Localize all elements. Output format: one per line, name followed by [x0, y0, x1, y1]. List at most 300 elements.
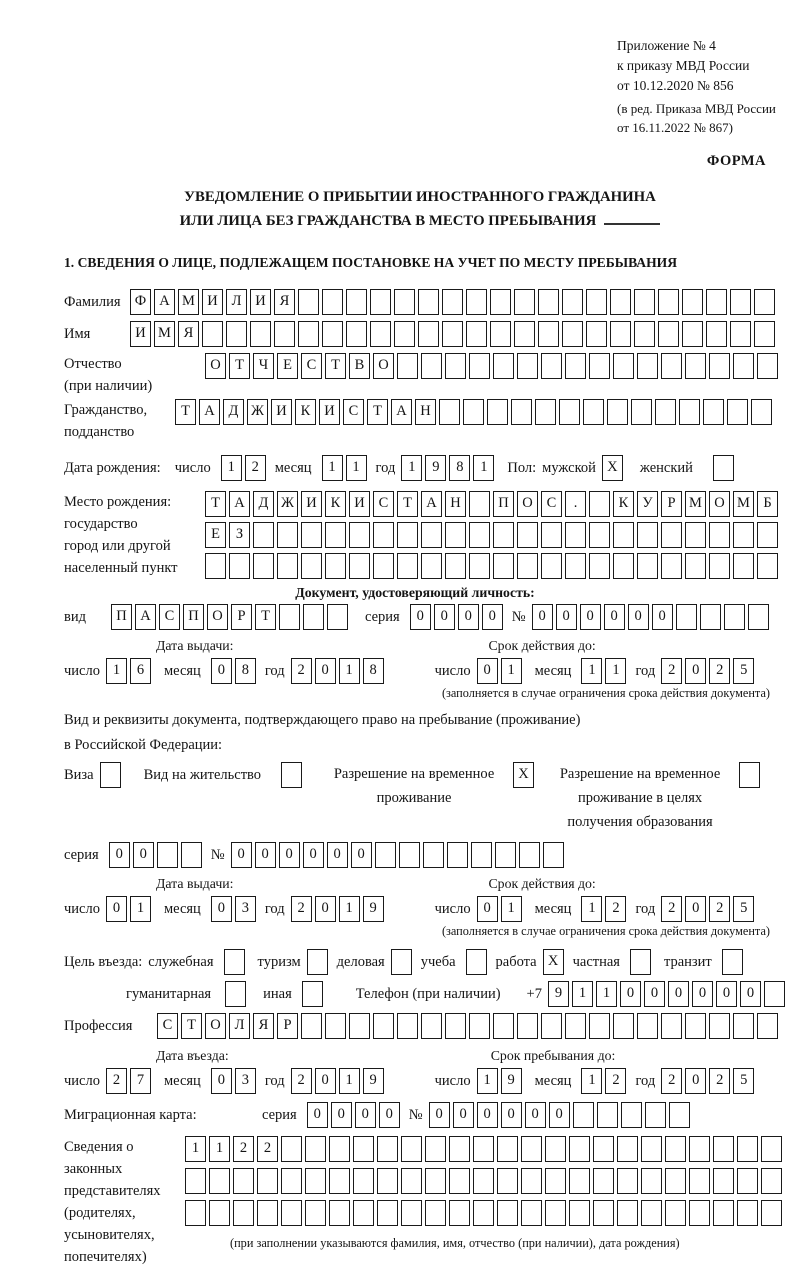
char-cell[interactable]: [425, 1136, 446, 1162]
char-cell[interactable]: 0: [477, 1102, 498, 1128]
char-cell[interactable]: 1: [339, 896, 360, 922]
char-cell[interactable]: Т: [367, 399, 388, 425]
char-cell[interactable]: [519, 842, 540, 868]
char-cell[interactable]: [185, 1168, 206, 1194]
char-cell[interactable]: 0: [685, 658, 706, 684]
char-cell[interactable]: [301, 522, 322, 548]
char-cell[interactable]: [593, 1200, 614, 1226]
char-cell[interactable]: 0: [477, 658, 498, 684]
char-cell[interactable]: [565, 1013, 586, 1039]
char-cell[interactable]: 1: [501, 658, 522, 684]
char-cell[interactable]: 1: [473, 455, 494, 481]
char-cell[interactable]: 0: [379, 1102, 400, 1128]
char-cell[interactable]: [277, 522, 298, 548]
char-cell[interactable]: К: [613, 491, 634, 517]
char-cell[interactable]: [463, 399, 484, 425]
char-cell[interactable]: С: [343, 399, 364, 425]
char-cell[interactable]: 1: [581, 896, 602, 922]
char-cell[interactable]: [303, 604, 324, 630]
char-cell[interactable]: 0: [668, 981, 689, 1007]
char-cell[interactable]: 0: [501, 1102, 522, 1128]
char-cell[interactable]: [473, 1136, 494, 1162]
char-cell[interactable]: [421, 553, 442, 579]
char-cell[interactable]: [661, 522, 682, 548]
purpose-tourism-checkbox[interactable]: [307, 949, 331, 975]
male-checkbox[interactable]: [602, 455, 626, 481]
char-cell[interactable]: [565, 553, 586, 579]
char-cell[interactable]: [514, 289, 535, 315]
char-cell[interactable]: 2: [291, 896, 312, 922]
char-cell[interactable]: [645, 1102, 666, 1128]
char-cell[interactable]: [473, 1200, 494, 1226]
char-cell[interactable]: 1: [346, 455, 367, 481]
char-cell[interactable]: 1: [130, 896, 151, 922]
char-cell[interactable]: [497, 1136, 518, 1162]
char-cell[interactable]: 1: [501, 896, 522, 922]
char-cell[interactable]: 0: [331, 1102, 352, 1128]
char-cell[interactable]: [764, 981, 785, 1007]
char-cell[interactable]: 0: [315, 1068, 336, 1094]
char-cell[interactable]: [418, 289, 439, 315]
char-cell[interactable]: [375, 842, 396, 868]
char-cell[interactable]: [724, 604, 745, 630]
char-cell[interactable]: 0: [231, 842, 252, 868]
purpose-humanitarian-checkbox[interactable]: [225, 981, 249, 1007]
char-cell[interactable]: [682, 321, 703, 347]
char-cell[interactable]: [637, 553, 658, 579]
char-cell[interactable]: [449, 1136, 470, 1162]
char-cell[interactable]: [279, 604, 300, 630]
char-cell[interactable]: [469, 553, 490, 579]
char-cell[interactable]: [421, 1013, 442, 1039]
char-cell[interactable]: [517, 353, 538, 379]
char-cell[interactable]: Т: [255, 604, 276, 630]
char-cell[interactable]: О: [709, 491, 730, 517]
char-cell[interactable]: [307, 949, 328, 975]
char-cell[interactable]: 5: [733, 1068, 754, 1094]
char-cell[interactable]: 2: [291, 1068, 312, 1094]
char-cell[interactable]: [423, 842, 444, 868]
char-cell[interactable]: [583, 399, 604, 425]
char-cell[interactable]: [401, 1136, 422, 1162]
char-cell[interactable]: О: [517, 491, 538, 517]
char-cell[interactable]: [685, 522, 706, 548]
char-cell[interactable]: [353, 1136, 374, 1162]
char-cell[interactable]: [497, 1200, 518, 1226]
char-cell[interactable]: [353, 1168, 374, 1194]
char-cell[interactable]: [202, 321, 223, 347]
char-cell[interactable]: [641, 1200, 662, 1226]
char-cell[interactable]: [737, 1200, 758, 1226]
char-cell[interactable]: [301, 553, 322, 579]
char-cell[interactable]: 2: [661, 658, 682, 684]
char-cell[interactable]: 9: [548, 981, 569, 1007]
char-cell[interactable]: Р: [231, 604, 252, 630]
char-cell[interactable]: Ж: [277, 491, 298, 517]
char-cell[interactable]: [661, 1013, 682, 1039]
char-cell[interactable]: [418, 321, 439, 347]
char-cell[interactable]: [589, 522, 610, 548]
char-cell[interactable]: [586, 289, 607, 315]
char-cell[interactable]: [562, 289, 583, 315]
char-cell[interactable]: 0: [532, 604, 553, 630]
char-cell[interactable]: [447, 842, 468, 868]
char-cell[interactable]: [713, 1200, 734, 1226]
temp-residence-checkbox[interactable]: [513, 762, 537, 788]
char-cell[interactable]: [757, 1013, 778, 1039]
char-cell[interactable]: 0: [307, 1102, 328, 1128]
purpose-study-checkbox[interactable]: [466, 949, 490, 975]
char-cell[interactable]: О: [205, 1013, 226, 1039]
char-cell[interactable]: 7: [130, 1068, 151, 1094]
char-cell[interactable]: 0: [692, 981, 713, 1007]
char-cell[interactable]: [471, 842, 492, 868]
char-cell[interactable]: [689, 1136, 710, 1162]
char-cell[interactable]: [709, 1013, 730, 1039]
char-cell[interactable]: [449, 1168, 470, 1194]
char-cell[interactable]: 1: [221, 455, 242, 481]
char-cell[interactable]: 1: [605, 658, 626, 684]
char-cell[interactable]: [733, 353, 754, 379]
char-cell[interactable]: [439, 399, 460, 425]
char-cell[interactable]: 0: [355, 1102, 376, 1128]
char-cell[interactable]: Н: [415, 399, 436, 425]
char-cell[interactable]: [541, 522, 562, 548]
char-cell[interactable]: Ж: [247, 399, 268, 425]
char-cell[interactable]: [421, 353, 442, 379]
char-cell[interactable]: И: [349, 491, 370, 517]
char-cell[interactable]: И: [130, 321, 151, 347]
char-cell[interactable]: [322, 289, 343, 315]
char-cell[interactable]: [593, 1168, 614, 1194]
char-cell[interactable]: 0: [628, 604, 649, 630]
char-cell[interactable]: [689, 1168, 710, 1194]
char-cell[interactable]: [301, 1013, 322, 1039]
char-cell[interactable]: [397, 1013, 418, 1039]
char-cell[interactable]: [298, 289, 319, 315]
char-cell[interactable]: [565, 522, 586, 548]
char-cell[interactable]: 1: [209, 1136, 230, 1162]
char-cell[interactable]: 5: [733, 896, 754, 922]
char-cell[interactable]: 0: [133, 842, 154, 868]
char-cell[interactable]: И: [319, 399, 340, 425]
char-cell[interactable]: [613, 353, 634, 379]
char-cell[interactable]: [706, 289, 727, 315]
char-cell[interactable]: 1: [572, 981, 593, 1007]
char-cell[interactable]: З: [229, 522, 250, 548]
char-cell[interactable]: Т: [229, 353, 250, 379]
char-cell[interactable]: [545, 1168, 566, 1194]
char-cell[interactable]: [754, 321, 775, 347]
char-cell[interactable]: [757, 353, 778, 379]
char-cell[interactable]: [641, 1168, 662, 1194]
char-cell[interactable]: [730, 289, 751, 315]
char-cell[interactable]: [661, 353, 682, 379]
char-cell[interactable]: М: [733, 491, 754, 517]
char-cell[interactable]: [401, 1168, 422, 1194]
char-cell[interactable]: [495, 842, 516, 868]
char-cell[interactable]: [281, 1136, 302, 1162]
char-cell[interactable]: [349, 522, 370, 548]
char-cell[interactable]: 9: [363, 1068, 384, 1094]
char-cell[interactable]: [209, 1200, 230, 1226]
char-cell[interactable]: [100, 762, 121, 788]
char-cell[interactable]: [565, 353, 586, 379]
char-cell[interactable]: [394, 289, 415, 315]
char-cell[interactable]: 0: [580, 604, 601, 630]
char-cell[interactable]: 0: [453, 1102, 474, 1128]
char-cell[interactable]: [469, 1013, 490, 1039]
char-cell[interactable]: [469, 491, 490, 517]
char-cell[interactable]: 0: [556, 604, 577, 630]
char-cell[interactable]: [473, 1168, 494, 1194]
char-cell[interactable]: [521, 1136, 542, 1162]
char-cell[interactable]: [655, 399, 676, 425]
char-cell[interactable]: 5: [733, 658, 754, 684]
char-cell[interactable]: Б: [757, 491, 778, 517]
char-cell[interactable]: 2: [661, 896, 682, 922]
char-cell[interactable]: [517, 522, 538, 548]
char-cell[interactable]: 8: [235, 658, 256, 684]
char-cell[interactable]: 1: [596, 981, 617, 1007]
char-cell[interactable]: [658, 289, 679, 315]
char-cell[interactable]: [322, 321, 343, 347]
char-cell[interactable]: [700, 604, 721, 630]
char-cell[interactable]: 0: [685, 1068, 706, 1094]
char-cell[interactable]: [394, 321, 415, 347]
char-cell[interactable]: X: [543, 949, 564, 975]
char-cell[interactable]: 0: [429, 1102, 450, 1128]
char-cell[interactable]: [449, 1200, 470, 1226]
purpose-transit-checkbox[interactable]: [722, 949, 746, 975]
char-cell[interactable]: [569, 1168, 590, 1194]
char-cell[interactable]: 0: [740, 981, 761, 1007]
char-cell[interactable]: [511, 399, 532, 425]
char-cell[interactable]: [377, 1136, 398, 1162]
char-cell[interactable]: 9: [501, 1068, 522, 1094]
char-cell[interactable]: [250, 321, 271, 347]
char-cell[interactable]: Н: [445, 491, 466, 517]
char-cell[interactable]: И: [250, 289, 271, 315]
char-cell[interactable]: 1: [581, 658, 602, 684]
char-cell[interactable]: П: [183, 604, 204, 630]
char-cell[interactable]: 0: [315, 896, 336, 922]
char-cell[interactable]: [493, 353, 514, 379]
char-cell[interactable]: [521, 1168, 542, 1194]
char-cell[interactable]: [442, 289, 463, 315]
char-cell[interactable]: [613, 522, 634, 548]
char-cell[interactable]: [730, 321, 751, 347]
char-cell[interactable]: [253, 553, 274, 579]
char-cell[interactable]: 1: [339, 1068, 360, 1094]
char-cell[interactable]: 2: [257, 1136, 278, 1162]
char-cell[interactable]: [733, 522, 754, 548]
char-cell[interactable]: [466, 289, 487, 315]
char-cell[interactable]: 2: [106, 1068, 127, 1094]
char-cell[interactable]: [487, 399, 508, 425]
char-cell[interactable]: С: [157, 1013, 178, 1039]
char-cell[interactable]: [682, 289, 703, 315]
char-cell[interactable]: [617, 1200, 638, 1226]
char-cell[interactable]: 2: [709, 896, 730, 922]
char-cell[interactable]: С: [301, 353, 322, 379]
char-cell[interactable]: [353, 1200, 374, 1226]
char-cell[interactable]: К: [325, 491, 346, 517]
char-cell[interactable]: [733, 553, 754, 579]
char-cell[interactable]: [397, 522, 418, 548]
char-cell[interactable]: [298, 321, 319, 347]
char-cell[interactable]: [589, 353, 610, 379]
char-cell[interactable]: А: [154, 289, 175, 315]
char-cell[interactable]: [748, 604, 769, 630]
char-cell[interactable]: М: [178, 289, 199, 315]
char-cell[interactable]: 0: [303, 842, 324, 868]
char-cell[interactable]: У: [637, 491, 658, 517]
char-cell[interactable]: 2: [605, 896, 626, 922]
char-cell[interactable]: 9: [425, 455, 446, 481]
char-cell[interactable]: [607, 399, 628, 425]
char-cell[interactable]: 1: [339, 658, 360, 684]
char-cell[interactable]: [630, 949, 651, 975]
char-cell[interactable]: 0: [685, 896, 706, 922]
char-cell[interactable]: Т: [175, 399, 196, 425]
char-cell[interactable]: [761, 1200, 782, 1226]
char-cell[interactable]: [257, 1200, 278, 1226]
char-cell[interactable]: [722, 949, 743, 975]
char-cell[interactable]: Л: [226, 289, 247, 315]
char-cell[interactable]: [517, 1013, 538, 1039]
char-cell[interactable]: 0: [211, 896, 232, 922]
char-cell[interactable]: [761, 1168, 782, 1194]
char-cell[interactable]: 3: [235, 896, 256, 922]
visa-checkbox[interactable]: [100, 762, 124, 788]
char-cell[interactable]: А: [421, 491, 442, 517]
char-cell[interactable]: Е: [277, 353, 298, 379]
char-cell[interactable]: [274, 321, 295, 347]
char-cell[interactable]: И: [271, 399, 292, 425]
char-cell[interactable]: [445, 1013, 466, 1039]
char-cell[interactable]: [733, 1013, 754, 1039]
char-cell[interactable]: [535, 399, 556, 425]
char-cell[interactable]: 0: [410, 604, 431, 630]
char-cell[interactable]: [761, 1136, 782, 1162]
char-cell[interactable]: [538, 321, 559, 347]
char-cell[interactable]: [281, 762, 302, 788]
char-cell[interactable]: [466, 949, 487, 975]
char-cell[interactable]: [541, 553, 562, 579]
char-cell[interactable]: [709, 522, 730, 548]
char-cell[interactable]: 0: [652, 604, 673, 630]
char-cell[interactable]: С: [159, 604, 180, 630]
char-cell[interactable]: 1: [185, 1136, 206, 1162]
char-cell[interactable]: 0: [106, 896, 127, 922]
char-cell[interactable]: [713, 1136, 734, 1162]
temp-residence-edu-checkbox[interactable]: [739, 762, 763, 788]
char-cell[interactable]: 1: [401, 455, 422, 481]
char-cell[interactable]: [679, 399, 700, 425]
female-checkbox[interactable]: [713, 455, 737, 481]
char-cell[interactable]: 2: [709, 1068, 730, 1094]
char-cell[interactable]: [713, 455, 734, 481]
char-cell[interactable]: [445, 353, 466, 379]
purpose-work-checkbox[interactable]: [543, 949, 567, 975]
char-cell[interactable]: [613, 1013, 634, 1039]
char-cell[interactable]: 9: [363, 896, 384, 922]
char-cell[interactable]: [589, 1013, 610, 1039]
char-cell[interactable]: [514, 321, 535, 347]
char-cell[interactable]: [617, 1136, 638, 1162]
char-cell[interactable]: [305, 1136, 326, 1162]
char-cell[interactable]: [493, 1013, 514, 1039]
char-cell[interactable]: 0: [351, 842, 372, 868]
char-cell[interactable]: [469, 353, 490, 379]
char-cell[interactable]: [205, 553, 226, 579]
char-cell[interactable]: [373, 553, 394, 579]
char-cell[interactable]: А: [229, 491, 250, 517]
char-cell[interactable]: Т: [181, 1013, 202, 1039]
char-cell[interactable]: [541, 1013, 562, 1039]
char-cell[interactable]: И: [202, 289, 223, 315]
char-cell[interactable]: [370, 321, 391, 347]
char-cell[interactable]: 0: [327, 842, 348, 868]
char-cell[interactable]: [224, 949, 245, 975]
char-cell[interactable]: [637, 522, 658, 548]
char-cell[interactable]: [233, 1168, 254, 1194]
purpose-private-checkbox[interactable]: [630, 949, 654, 975]
char-cell[interactable]: [493, 553, 514, 579]
char-cell[interactable]: [634, 289, 655, 315]
char-cell[interactable]: Р: [277, 1013, 298, 1039]
char-cell[interactable]: П: [493, 491, 514, 517]
char-cell[interactable]: [397, 353, 418, 379]
char-cell[interactable]: [253, 522, 274, 548]
char-cell[interactable]: [661, 553, 682, 579]
char-cell[interactable]: [543, 842, 564, 868]
char-cell[interactable]: [181, 842, 202, 868]
purpose-official-checkbox[interactable]: [224, 949, 248, 975]
char-cell[interactable]: [445, 553, 466, 579]
char-cell[interactable]: [631, 399, 652, 425]
char-cell[interactable]: Я: [274, 289, 295, 315]
char-cell[interactable]: [538, 289, 559, 315]
char-cell[interactable]: [391, 949, 412, 975]
char-cell[interactable]: Д: [253, 491, 274, 517]
char-cell[interactable]: [685, 1013, 706, 1039]
char-cell[interactable]: 0: [482, 604, 503, 630]
char-cell[interactable]: [466, 321, 487, 347]
char-cell[interactable]: Д: [223, 399, 244, 425]
char-cell[interactable]: С: [373, 491, 394, 517]
char-cell[interactable]: [706, 321, 727, 347]
char-cell[interactable]: [559, 399, 580, 425]
char-cell[interactable]: [257, 1168, 278, 1194]
char-cell[interactable]: [521, 1200, 542, 1226]
char-cell[interactable]: [562, 321, 583, 347]
char-cell[interactable]: [329, 1168, 350, 1194]
char-cell[interactable]: [329, 1200, 350, 1226]
char-cell[interactable]: 2: [605, 1068, 626, 1094]
char-cell[interactable]: [373, 1013, 394, 1039]
char-cell[interactable]: 8: [363, 658, 384, 684]
char-cell[interactable]: X: [602, 455, 623, 481]
char-cell[interactable]: И: [301, 491, 322, 517]
char-cell[interactable]: 1: [106, 658, 127, 684]
purpose-business-checkbox[interactable]: [391, 949, 415, 975]
char-cell[interactable]: [493, 522, 514, 548]
char-cell[interactable]: 0: [279, 842, 300, 868]
char-cell[interactable]: [349, 1013, 370, 1039]
char-cell[interactable]: 6: [130, 658, 151, 684]
